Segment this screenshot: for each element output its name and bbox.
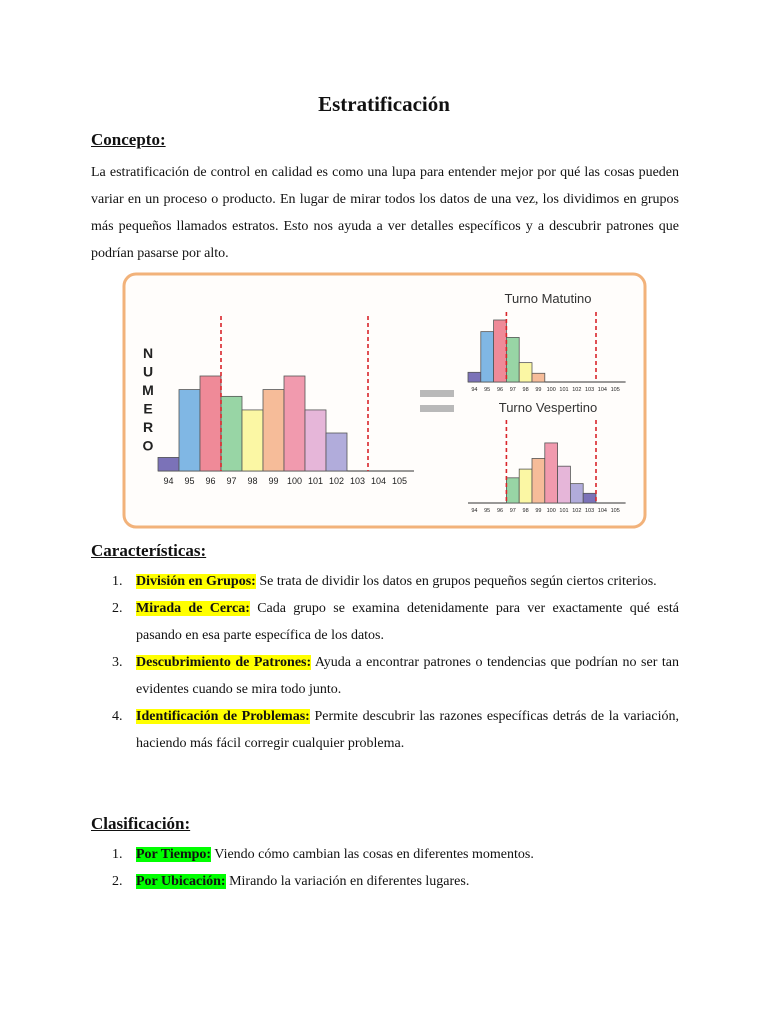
tick-label: 97	[226, 476, 237, 486]
stratification-chart	[122, 272, 647, 529]
caracteristicas-list	[91, 568, 679, 757]
equals-bar-top	[420, 390, 454, 397]
tick-label: 102	[328, 476, 345, 486]
tick-label: 103	[585, 387, 595, 393]
tick-label: 101	[559, 508, 569, 514]
bar	[200, 376, 221, 471]
equals-bar-bottom	[420, 405, 454, 412]
highlighted-term: Descubrimiento de Patrones:	[136, 655, 312, 670]
tick-label: 97	[509, 387, 516, 393]
y-label-letter: U	[142, 363, 154, 380]
tick-label: 94	[163, 476, 174, 486]
tick-label: 99	[535, 387, 542, 393]
tick-label: 99	[535, 508, 542, 514]
chart-title: Turno Vespertino	[498, 400, 598, 415]
tick-label: 97	[509, 508, 516, 514]
bar	[242, 410, 263, 471]
tick-label: 100	[286, 476, 303, 486]
clasificacion-heading: Clasificación:	[91, 814, 191, 833]
bar	[532, 373, 545, 382]
list-item: 3. Descubrimiento de Patrones: Ayuda a encontrar patrones o tendencias que podrían no ser tan evidentes cuando se mira todo junto.	[112, 655, 679, 697]
highlighted-term: Por Tiempo:	[136, 847, 212, 862]
tick-label: 102	[572, 508, 582, 514]
bar	[558, 466, 571, 503]
y-label-letter: N	[142, 345, 154, 361]
bar	[305, 410, 326, 471]
bar	[532, 458, 545, 503]
list-item: 2. Mirada de Cerca: Cada grupo se examina detenidamente para ver exactamente qué está pasando en esa parte específica de los datos.	[112, 601, 679, 643]
tick-label: 98	[522, 387, 529, 393]
list-item: 4. Identificación de Problemas: Permite descubrir las razones específicas detrás de la variación, haciendo más fácil corregir cualquier problema.	[112, 709, 679, 751]
y-label-letter: E	[143, 400, 153, 417]
highlighted-term: Identificación de Problemas:	[136, 709, 310, 724]
tick-label: 103	[585, 508, 595, 514]
bar	[326, 433, 347, 471]
tick-label: 104	[597, 387, 607, 393]
tick-label: 98	[522, 508, 529, 514]
bar	[158, 457, 179, 471]
clasificacion-list	[91, 841, 679, 895]
concepto-paragraph: La estratificación de control en calidad es como una lupa para entender mejor por qué las cosas pueden variar en un proceso o producto. En lugar de mirar todos los datos de una vez, los dividimos en grupos más pequeños llamados estratos. Esto nos ayuda a ver detalles específicos y a descubrir patrones que podrían pasarse por alto.	[91, 165, 679, 261]
bar	[468, 372, 481, 382]
list-item: 2. Por Ubicación: Mirando la variación en diferentes lugares.	[112, 874, 470, 889]
tick-label: 96	[496, 508, 504, 514]
bar	[481, 332, 494, 382]
list-item: 1. División en Grupos: Se trata de dividir los datos en grupos pequeños según ciertos criterios.	[112, 574, 657, 589]
tick-label: 94	[471, 508, 478, 514]
bar	[545, 443, 558, 503]
bar	[506, 478, 519, 503]
tick-label: 105	[391, 476, 408, 486]
bar	[519, 363, 532, 382]
tick-label: 104	[370, 476, 387, 486]
bar	[221, 396, 242, 471]
bar	[284, 376, 305, 471]
tick-label: 95	[484, 387, 491, 393]
highlighted-term: Por Ubicación:	[136, 874, 226, 889]
tick-label: 95	[484, 508, 491, 514]
y-label-letter: R	[142, 419, 154, 435]
list-item: 1. Por Tiempo: Viendo cómo cambian las cosas en diferentes momentos.	[112, 847, 534, 862]
document-title: Estratificación	[318, 92, 450, 116]
tick-label: 94	[471, 387, 478, 393]
bar	[570, 484, 583, 503]
tick-label: 96	[205, 476, 216, 486]
bar	[583, 493, 596, 503]
tick-label: 95	[184, 476, 195, 486]
tick-label: 102	[572, 387, 582, 393]
caracteristicas-heading: Características:	[91, 541, 207, 560]
bar	[179, 390, 200, 471]
y-label-letter: M	[142, 382, 154, 398]
y-label-letter: O	[142, 437, 154, 454]
tick-label: 104	[597, 508, 607, 514]
highlighted-term: División en Grupos:	[136, 574, 256, 589]
tick-label: 101	[307, 476, 324, 486]
stratification-figure	[122, 272, 647, 529]
tick-label: 101	[559, 387, 569, 393]
highlighted-term: Mirada de Cerca:	[136, 601, 250, 616]
tick-label: 105	[610, 508, 620, 514]
tick-label: 103	[349, 476, 366, 486]
bar	[506, 337, 519, 382]
tick-label: 105	[610, 387, 620, 393]
tick-label: 99	[268, 476, 279, 486]
tick-label: 100	[546, 508, 556, 514]
bar	[494, 320, 507, 382]
bar	[519, 469, 532, 503]
tick-label: 98	[247, 476, 258, 486]
concepto-heading: Concepto:	[91, 130, 166, 149]
bar	[263, 390, 284, 471]
chart-title: Turno Matutino	[504, 291, 592, 306]
tick-label: 100	[546, 387, 556, 393]
tick-label: 96	[496, 387, 504, 393]
